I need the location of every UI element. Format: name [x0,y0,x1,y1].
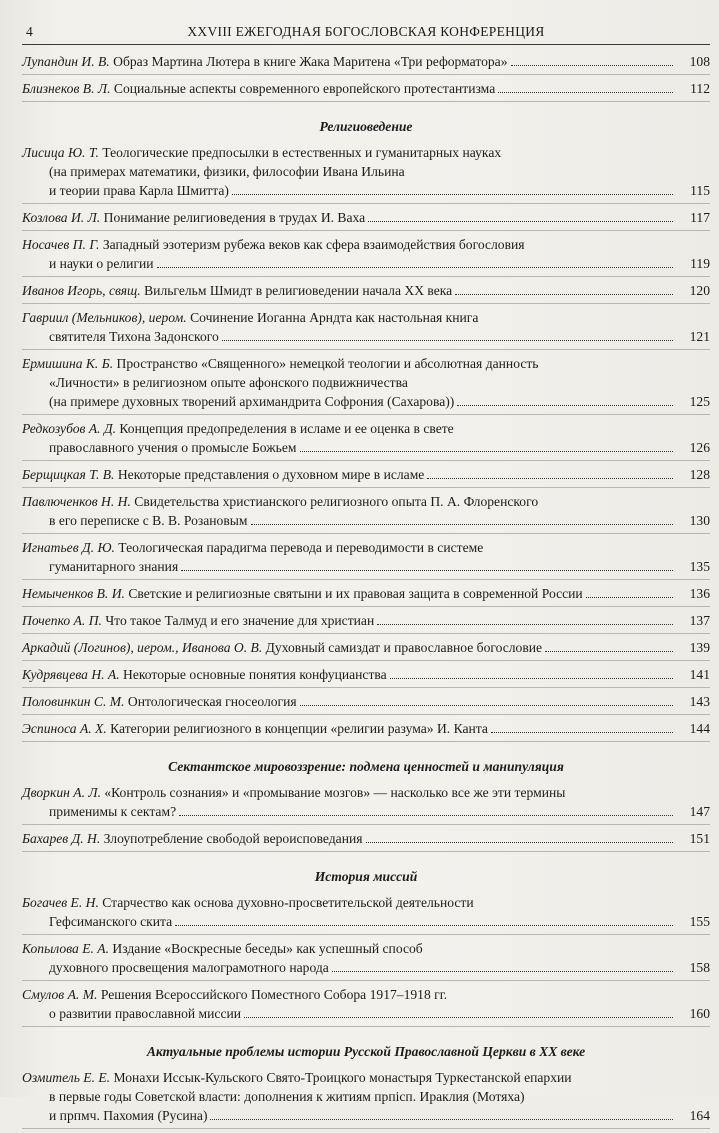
entry-title-line: Злоупотребление свободой вероисповедания [103,831,363,846]
entry-divider [22,824,710,825]
entry-divider [22,633,710,634]
entry-author: Немыченков В. И. [22,586,125,601]
running-header [22,22,710,45]
entry-page-number: 117 [690,210,710,225]
entry-author: Смулов А. М. [22,987,98,1002]
entry-page-number: 144 [689,721,710,736]
entry-divider [22,101,710,102]
entry-page-number: 147 [689,804,710,819]
entry-title-line: Концепция предопределения в исламе и ее оценка в свете [119,421,454,436]
dot-leader [455,294,673,295]
entry-author: Гавриил (Мельников), иером. [22,310,187,325]
entry-author: Носачев П. Г. [22,237,100,252]
entry-title-line: Социальные аспекты современного европейского протестантизма [113,81,496,96]
entry-title-line: (на примерах математики, физики, философии Ивана Ильина [49,164,405,179]
entry-page-number: 115 [690,183,710,198]
toc-entry[interactable] [22,143,710,200]
entry-title-line: Издание «Воскресные беседы» как успешный способ [112,941,423,956]
toc-entry[interactable] [22,235,710,273]
dot-leader [366,842,673,843]
entry-page-number: 151 [689,831,710,846]
dot-leader [179,815,673,816]
entry-divider [22,349,710,350]
dot-leader [181,570,673,571]
entry-divider [22,533,710,534]
entry-divider [22,203,710,204]
entry-page-number: 130 [689,513,710,528]
entry-title-line: святителя Тихона Задонского [49,329,219,344]
toc-entry[interactable] [22,308,710,346]
entry-title-line: православного учения о промысле Божьем [49,440,297,455]
toc-entry[interactable] [22,638,710,657]
entry-divider [22,851,710,852]
entry-page-number: 128 [689,467,710,482]
entry-page-number: 141 [689,667,710,682]
toc-entry[interactable] [22,893,710,931]
entry-author: Иванов Игорь, свящ. [22,283,141,298]
entry-title-line: и прпмч. Пахомия (Русина) [49,1108,208,1123]
entry-page-number: 136 [689,586,710,601]
entry-divider [22,303,710,304]
entry-page-number: 121 [689,329,710,344]
section-heading: Религиоведение [319,119,413,134]
entry-title-line: о развитии православной миссии [49,1006,242,1021]
dot-leader [491,732,673,733]
entry-page-number: 139 [689,640,710,655]
entry-title-line: гуманитарного знания [49,559,179,574]
toc-entry[interactable] [22,692,710,711]
entry-title-line: Онтологическая гносеология [127,694,297,709]
entry-divider [22,276,710,277]
entry-title-line: Западный эзотеризм рубежа веков как сфера взаимодействия богословия [102,237,525,252]
entry-title-line: Вильгельм Шмидт в религиоведении начала XX века [144,283,453,298]
entry-author: Редкозубов А. Д. [22,421,116,436]
entry-author: Лупандин И. В. [22,54,110,69]
entry-title-line: духовного просвещения малограмотного народа [49,960,329,975]
toc-entry[interactable] [22,829,710,848]
entry-title-line: (на примере духовных творений архимандрита Софрония (Сахарова)) [49,394,455,409]
entry-title-line: Категории религиозного в концепции «религии разума» И. Канта [110,721,488,736]
toc-entry[interactable] [22,719,710,738]
entry-divider [22,487,710,488]
dot-leader [300,451,674,452]
toc-entry[interactable] [22,208,710,227]
entry-divider [22,74,710,75]
entry-divider [22,1026,710,1027]
entry-page-number: 119 [690,256,710,271]
dot-leader [457,405,673,406]
entry-divider [22,1128,710,1129]
entry-title-line: Монахи Иссык-Кульского Свято-Троицкого монастыря Туркестанской епархии [113,1070,572,1085]
toc-entry[interactable] [22,492,710,530]
entry-author: Кудрявцева Н. А. [22,667,120,682]
entry-divider [22,934,710,935]
dot-leader [545,651,673,652]
entry-title-line: Гефсиманского скита [49,914,173,929]
toc-entry[interactable] [22,52,710,71]
entry-title-line: «Личности» в религиозном опыте афонского подвижничества [49,375,408,390]
toc-entry[interactable] [22,665,710,684]
toc-entry[interactable] [22,985,710,1023]
entry-author: Аркадий (Логинов), иером., Иванова О. В. [22,640,263,655]
toc-entry[interactable] [22,611,710,630]
entry-title-line: в его переписке с В. В. Розановым [49,513,248,528]
section-heading: История миссий [314,869,418,884]
dot-leader [586,597,673,598]
dot-leader [232,194,673,195]
entry-title-line: Некоторые основные понятия конфуцианства [123,667,387,682]
entry-page-number: 120 [689,283,710,298]
entry-title-line: Образ Мартина Лютера в книге Жака Маритена «Три реформатора» [113,54,508,69]
toc-entry[interactable] [22,281,710,300]
entry-author: Павлюченков Н. Н. [22,494,131,509]
entry-author: Ермишина К. Б. [22,356,114,371]
entry-author: Почепко А. П. [22,613,102,628]
entry-author: Половинкин С. М. [22,694,125,709]
entry-divider [22,660,710,661]
entry-page-number: 126 [689,440,710,455]
entry-author: Берщицкая Т. В. [22,467,115,482]
toc-entry[interactable] [22,354,710,411]
dot-leader [332,971,673,972]
dot-leader [175,925,673,926]
toc-entry[interactable] [22,79,710,98]
entry-author: Лисица Ю. Т. [22,145,99,160]
entry-author: Близнеков В. Л. [22,81,111,96]
entry-title-line: Решения Всероссийского Поместного Собора 1917–1918 гг. [100,987,448,1002]
entry-title-line: Теологическая парадигма перевода и переводимости в системе [118,540,484,555]
entry-page-number: 158 [689,960,710,975]
entry-title-line: применимы к сектам? [49,804,177,819]
entry-title-line: Пространство «Священного» немецкой теологии и абсолютная данность [116,356,539,371]
dot-leader [427,478,673,479]
entry-title-line: Свидетельства христианского религиозного опыта П. А. Флоренского [134,494,539,509]
entry-author: Богачев Е. Н. [22,895,99,910]
entry-page-number: 164 [689,1108,710,1123]
table-of-contents [22,52,710,1133]
dot-leader [300,705,673,706]
entry-divider [22,687,710,688]
entry-author: Эспиноса А. Х. [22,721,107,736]
dot-leader [222,340,673,341]
toc-entry[interactable] [22,584,710,603]
toc-entry[interactable] [22,939,710,977]
dot-leader [210,1119,673,1120]
entry-page-number: 108 [689,54,710,69]
page-number: 4 [26,24,34,39]
entry-title-line: Сочинение Иоганна Арндта как настольная книга [190,310,479,325]
toc-entry[interactable] [22,465,710,484]
entry-title-line: Старчество как основа духовно-просветительской деятельности [102,895,474,910]
entry-divider [22,980,710,981]
dot-leader [251,524,673,525]
entry-page-number: 143 [689,694,710,709]
entry-title-line: Некоторые представления о духовном мире в исламе [117,467,425,482]
entry-title-line: Светские и религиозные святыни и их правовая защита в современной России [128,586,583,601]
entry-title-line: и науки о религии [49,256,154,271]
toc-entry[interactable] [22,538,710,576]
entry-title-line: «Контроль сознания» и «промывание мозгов» — насколько все же эти термины [104,785,566,800]
entry-page-number: 135 [689,559,710,574]
entry-divider [22,714,710,715]
entry-divider [22,460,710,461]
dot-leader [511,65,673,66]
entry-author: Бахарев Д. Н. [22,831,101,846]
entry-page-number: 137 [689,613,710,628]
entry-divider [22,606,710,607]
entry-title-line: в первые годы Советской власти: дополнения к житиям прпісп. Ираклия (Мотяха) [49,1089,525,1104]
entry-title-line: Понимание религиоведения в трудах И. Ваха [103,210,366,225]
entry-author: Дворкин А. Л. [22,785,101,800]
entry-page-number: 160 [689,1006,710,1021]
dot-leader [498,92,673,93]
dot-leader [390,678,673,679]
entry-author: Козлова И. Л. [22,210,101,225]
entry-divider [22,414,710,415]
entry-divider [22,579,710,580]
entry-title-line: Теологические предпосылки в естественных и гуманитарных науках [102,145,502,160]
running-title: XXVIII ЕЖЕГОДНАЯ БОГОСЛОВСКАЯ КОНФЕРЕНЦИЯ [187,24,545,39]
dot-leader [244,1017,673,1018]
toc-entry[interactable] [22,419,710,457]
section-heading: Актуальные проблемы истории Русской Православной Церкви в XX веке [146,1044,586,1059]
entry-title-line: Что такое Талмуд и его значение для христиан [105,613,375,628]
dot-leader [368,221,673,222]
section-heading: Сектантское мировоззрение: подмена ценностей и манипуляция [168,759,564,774]
entry-page-number: 125 [689,394,710,409]
entry-title-line: Духовный самиздат и православное богословие [265,640,543,655]
entry-divider [22,230,710,231]
entry-divider [22,741,710,742]
entry-author: Копылова Е. А. [22,941,110,956]
entry-title-line: и теории права Карла Шмитта) [49,183,229,198]
dot-leader [377,624,673,625]
entry-page-number: 112 [690,81,710,96]
entry-page-number: 155 [689,914,710,929]
entry-author: Озмитель Е. Е. [22,1070,111,1085]
entry-author: Игнатьев Д. Ю. [22,540,115,555]
dot-leader [157,267,673,268]
toc-entry[interactable] [22,783,710,821]
